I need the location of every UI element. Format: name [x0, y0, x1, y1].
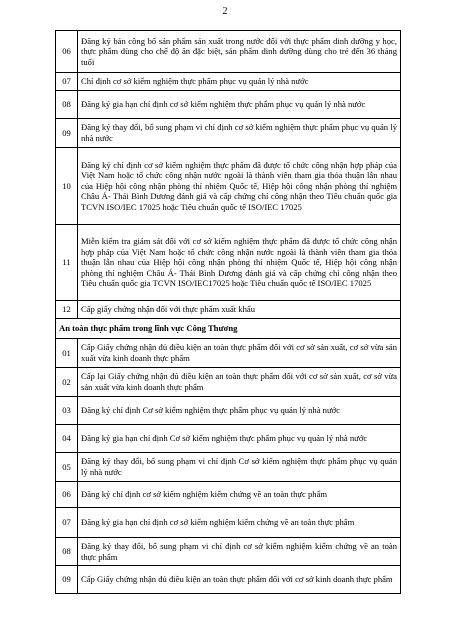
row-number: 09: [56, 566, 78, 594]
procedure-name: Đăng ký gia hạn chỉ định Cơ sở kiểm nghiệm thực phẩm phục vụ quản lý nhà nước: [78, 425, 401, 453]
row-number: 09: [56, 119, 78, 148]
row-number: 06: [56, 31, 78, 73]
procedure-name: Đăng ký thay đổi, bổ sung phạm vi chỉ định cơ sở kiểm nghiệm kiểm chứng về an toàn thực phẩm: [78, 538, 401, 566]
row-number: 07: [56, 508, 78, 538]
table-row: [56, 397, 401, 425]
row-number: 12: [56, 301, 78, 319]
section-title: An toàn thực phẩm trong lĩnh vực Công Thương: [56, 319, 401, 339]
row-number: 05: [56, 453, 78, 482]
procedure-name: Cấp giấy chứng nhận đối với thực phẩm xuất khẩu: [78, 301, 401, 319]
procedure-name: Đăng ký chỉ định cơ sở kiểm nghiệm thực phẩm đã được tổ chức công nhận hợp pháp của Việt Nam hoặc tổ chức công nhận nước ngoài là thành viên tham gia thỏa thuận lẫn nhau của Hiệp hội công nhận phòng thí nhiệm Quốc tế, Hiệp hội công nhận phòng thí nghiệm Châu Á- Thái Bình Dương đánh giá và cấp chứng chỉ công nhận theo Tiêu chuẩn quốc gia TCVN ISO/IEC 17025 hoặc Tiêu chuẩn quốc tế ISO/IEC 17025: [78, 148, 401, 225]
procedure-name: Cấp lại Giấy chứng nhận đủ điều kiện an toàn thực phẩm đối với cơ sở sản xuất, cơ sở vừa sản xuất vừa kinh doanh thực phẩm: [78, 368, 401, 397]
table-row: [56, 225, 401, 301]
row-number: 08: [56, 91, 78, 119]
table-row: [56, 566, 401, 594]
table-row: [56, 368, 401, 397]
row-number: 07: [56, 73, 78, 91]
table-row: [56, 31, 401, 73]
table-row: [56, 73, 401, 91]
procedure-name: Chỉ định cơ sở kiểm nghiệm thực phẩm phục vụ quản lý nhà nước: [78, 73, 401, 91]
procedure-name: Đăng ký thay đổi, bổ sung phạm vi chỉ định cơ sở kiểm nghiệm thực phẩm phục vụ quản lý nhà nước: [78, 119, 401, 148]
table-row: [56, 453, 401, 482]
procedure-name: Đăng ký bản công bố sản phẩm sản xuất trong nước đối với thực phẩm dinh dưỡng y học, thực phẩm dùng cho chế độ ăn đặc biệt, sản phẩm dinh dưỡng dùng cho trẻ đến 36 tháng tuổi: [78, 31, 401, 73]
procedure-name: Đăng ký thay đổi, bổ sung phạm vi chỉ định Cơ sở kiểm nghiệm thực phẩm phục vụ quản lý nhà nước: [78, 453, 401, 482]
row-number: 03: [56, 397, 78, 425]
table-row: [56, 148, 401, 225]
procedure-name: Miễn kiểm tra giám sát đối với cơ sở kiểm nghiệm thực phẩm đã được tổ chức công nhận hợp pháp của Việt Nam hoặc tổ chức công nhận nước ngoài là thành viên tham gia thỏa thuận lẫn nhau của Hiệp hội công nhận phòng thí nhiệm Quốc tế, Hiệp hội công nhận phòng thí nghiệm Châu Á- Thái Bình Dương đánh giá và cấp chứng chỉ công nhận theo Tiêu chuẩn quốc gia TCVN ISO/IEC17025 hoặc Tiêu chuẩn quốc tế ISO/IEC 17025: [78, 225, 401, 301]
table-row: [56, 91, 401, 119]
procedure-name: Đăng ký chỉ định cơ sở kiểm nghiệm kiểm chứng về an toàn thực phẩm: [78, 482, 401, 508]
procedure-name: Đăng ký gia hạn chỉ định cơ sở kiểm nghiệm thực phẩm phục vụ quản lý nhà nước: [78, 91, 401, 119]
page-number: 2: [222, 6, 228, 17]
row-number: 08: [56, 538, 78, 566]
row-number: 02: [56, 368, 78, 397]
section-header-row: [56, 319, 401, 339]
table-row: [56, 119, 401, 148]
row-number: 10: [56, 148, 78, 225]
table-row: [56, 301, 401, 319]
table-row: [56, 425, 401, 453]
procedure-name: Đăng ký gia hạn chỉ định cơ sở kiểm nghiệm kiểm chứng về an toàn thực phẩm: [78, 508, 401, 538]
table-row: [56, 538, 401, 566]
row-number: 11: [56, 225, 78, 301]
procedure-name: Cấp Giấy chứng nhận đủ điều kiện an toàn thực phẩm đối với cơ sở kinh doanh thực phẩm: [78, 566, 401, 594]
table-row: [56, 508, 401, 538]
row-number: 04: [56, 425, 78, 453]
procedure-name: Cấp Giấy chứng nhận đủ điều kiện an toàn thực phẩm đối với cơ sở sản xuất, cơ sở vừa sản xuất vừa kinh doanh thực phẩm: [78, 339, 401, 368]
row-number: 01: [56, 339, 78, 368]
row-number: 06: [56, 482, 78, 508]
procedure-name: Đăng ký chỉ định Cơ sở kiểm nghiệm thực phẩm phục vụ quản lý nhà nước: [78, 397, 401, 425]
procedures-table: [55, 30, 401, 594]
table-row: [56, 482, 401, 508]
table-row: [56, 339, 401, 368]
